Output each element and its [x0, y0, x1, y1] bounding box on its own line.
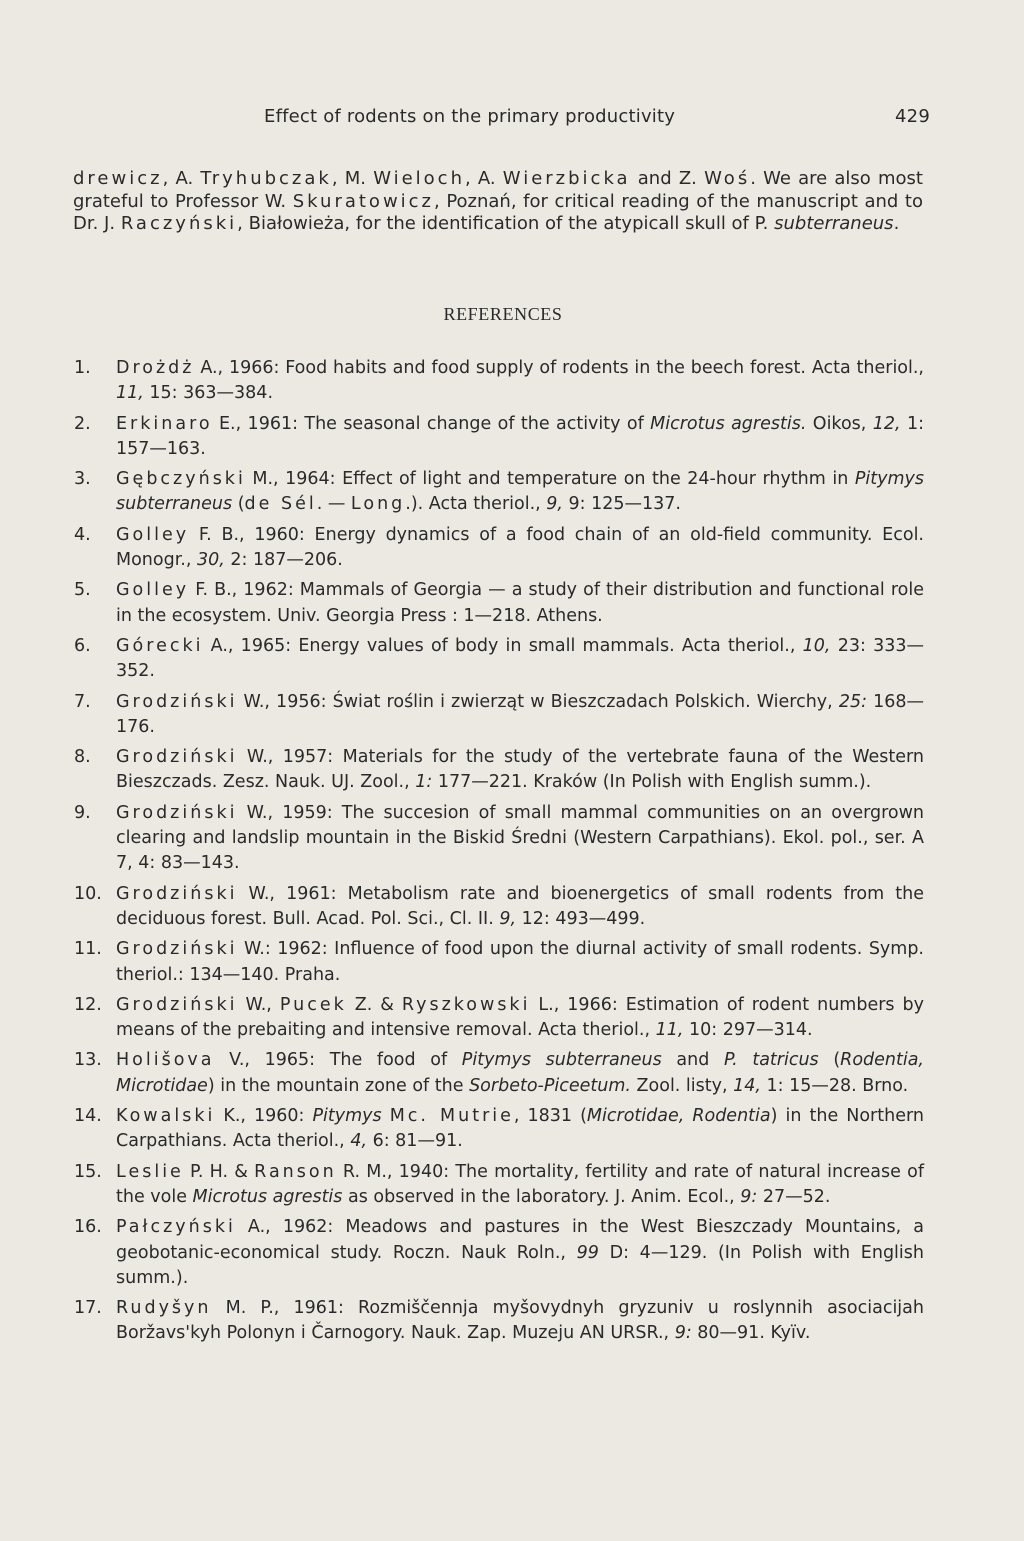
text-run: , 1831 (: [513, 1106, 587, 1127]
text-run: ) in the Northern Carpathians. Acta theriol.,: [116, 1106, 924, 1152]
text-run: W.,: [237, 994, 280, 1015]
reference-item: [74, 801, 924, 877]
text-run: W., 1957: Materials for the study of the vertebrate fauna of the Western Bieszczads. Zesz. Nauk. UJ. Zool.,: [116, 747, 924, 793]
reference-number: 17.: [74, 1298, 102, 1319]
text-run: , Poznań, for critical reading of the manuscript and to Dr. J.: [73, 190, 923, 234]
spaced-name: Raczyński: [120, 213, 238, 234]
reference-number: 4.: [74, 524, 91, 545]
text-run: and: [661, 1050, 724, 1071]
reference-number: 6.: [74, 635, 91, 656]
text-run: V., 1965: The food of: [214, 1050, 462, 1071]
reference-item: [74, 578, 924, 629]
text-run: Zool. listy,: [630, 1075, 734, 1096]
spaced-name: Skuratowicz: [292, 190, 435, 212]
reference-text: [116, 1298, 924, 1343]
reference-number: 9.: [74, 802, 91, 823]
spaced-name: Kowalski: [116, 1106, 216, 1127]
text-run: , M.: [331, 168, 374, 189]
italic-text: Pitymys subterraneus: [116, 469, 924, 515]
text-run: as observed in the laboratory. J. Anim. Ecol.,: [342, 1186, 741, 1207]
text-run: . —: [316, 494, 351, 515]
spaced-name: Grodziński: [116, 691, 238, 712]
references-list: [74, 356, 924, 1352]
spaced-name: Grodziński: [116, 939, 238, 960]
spaced-name: Górecki: [116, 635, 204, 656]
reference-text: [116, 469, 924, 514]
reference-text: [116, 1217, 924, 1288]
text-run: M. P., 1961: Rozmiščennja myšovydnyh gryzuniv u roslynnih asociacijah Boržavs'kyh Polonyn i Čarnogory. Nauk. Zap. Muzeju AN URSR.,: [116, 1298, 924, 1344]
italic-text: 4,: [350, 1131, 368, 1152]
text-run: 6: 81—91.: [367, 1131, 463, 1152]
reference-text: [116, 692, 924, 737]
spaced-name: Erkinaro: [116, 413, 213, 434]
text-run: 168—176.: [116, 691, 924, 737]
reference-number: 5.: [74, 580, 91, 601]
reference-number: 3.: [74, 469, 91, 490]
text-run: R. M., 1940: The mortality, fertility and rate of natural increase of the vole: [116, 1161, 924, 1207]
italic-text: Sorbeto-Piceetum.: [469, 1075, 631, 1096]
spaced-name: Rudyšyn: [116, 1298, 212, 1319]
italic-text: Microtidae, Rodentia: [586, 1106, 771, 1127]
italic-text: 99: [576, 1242, 599, 1263]
reference-text: [116, 525, 924, 570]
reference-item: [74, 1048, 924, 1099]
reference-number: 11.: [74, 939, 102, 960]
reference-number: 14.: [74, 1106, 102, 1127]
italic-text: 11,: [116, 383, 144, 404]
text-run: Z. &: [346, 994, 402, 1015]
spaced-name: Pałczyński: [116, 1217, 236, 1238]
text-run: K., 1960:: [215, 1106, 313, 1127]
italic-text: 14,: [733, 1075, 761, 1096]
reference-item: [74, 412, 924, 463]
spaced-name: Woś: [704, 168, 751, 189]
text-run: [382, 1106, 390, 1126]
references-heading: REFERENCES: [443, 304, 563, 324]
italic-text: 9:: [740, 1186, 758, 1207]
text-run: 12: 493—499.: [516, 908, 646, 929]
reference-item: [74, 690, 924, 741]
italic-text: Pitymys: [312, 1106, 382, 1127]
italic-text: 12,: [872, 413, 901, 434]
italic-text: 11,: [655, 1020, 684, 1041]
text-run: W., 1956: Świat roślin i zwierząt w Bieszczadach Polskich. Wierchy,: [237, 691, 839, 712]
reference-number: 12.: [74, 994, 102, 1015]
spaced-name: Grodziński: [116, 883, 238, 904]
text-run: , Białowieża, for the identification of the atypicall skull of P.: [237, 213, 775, 234]
reference-number: 16.: [74, 1217, 102, 1238]
text-run: A., 1966: Food habits and food supply of rodents in the beech forest. Acta theriol.,: [194, 358, 924, 378]
reference-text: [116, 636, 924, 681]
text-run: W., 1959: The succesion of small mammal communities on an overgrown clearing and landslip mountain in the Biskid Średni (Western Carpathians). Ekol. pol., ser. A 7, 4: 83—143.: [116, 802, 924, 874]
reference-item: [74, 634, 924, 685]
reference-text: [116, 803, 924, 874]
text-run: 23: 333—352.: [116, 635, 924, 682]
reference-text: [116, 939, 924, 984]
reference-text: [116, 1050, 924, 1095]
spaced-name: Long: [350, 494, 406, 515]
spaced-name: Leslie: [116, 1161, 184, 1182]
spaced-name: Ranson: [254, 1161, 337, 1182]
reference-item: [74, 937, 924, 988]
spaced-name: Golley: [116, 580, 190, 601]
text-run: 27—52.: [757, 1186, 831, 1207]
spaced-name: Mc. Mutrie: [389, 1106, 514, 1127]
reference-text: [116, 995, 924, 1040]
reference-number: 8.: [74, 747, 91, 768]
spaced-name: drewicz: [73, 168, 163, 189]
italic-text: subterraneus: [774, 213, 894, 234]
reference-number: 10.: [74, 883, 102, 904]
spaced-name: Holišova: [116, 1050, 215, 1071]
text-run: 1: 15—28. Brno.: [760, 1075, 909, 1096]
reference-text: [116, 1106, 924, 1151]
text-run: .: [893, 213, 900, 234]
spaced-name: Gębczyński: [116, 469, 246, 490]
italic-text: 9:: [674, 1323, 692, 1344]
text-run: Oikos,: [806, 413, 873, 434]
spaced-name: Golley: [116, 524, 190, 545]
text-run: 2: 187—206.: [224, 550, 343, 571]
italic-text: 9,: [546, 494, 563, 515]
text-run: . We are also most grateful to Professor W.: [73, 168, 923, 212]
text-run: , A.: [464, 168, 503, 189]
italic-text: 10,: [802, 635, 831, 656]
reference-number: 13.: [74, 1050, 102, 1071]
text-run: .). Acta theriol.,: [405, 494, 547, 515]
reference-item: [74, 1160, 924, 1211]
text-run: D: 4—129. (In Polish with English summ.).: [116, 1242, 924, 1288]
italic-text: Microtus agrestis: [192, 1186, 343, 1207]
text-run: F. B., 1960: Energy dynamics of a food chain of an old-field community. Ecol. Monogr.,: [116, 524, 924, 571]
spaced-name: Drożdż: [116, 358, 195, 378]
spaced-name: Grodziński: [116, 802, 238, 823]
italic-text: Microtus agrestis.: [650, 413, 807, 434]
italic-text: 30,: [197, 550, 225, 571]
reference-text: [116, 1162, 924, 1207]
text-run: 9: 125—137.: [562, 494, 681, 515]
reference-item: [74, 356, 924, 407]
reference-item: [74, 523, 924, 574]
reference-number: 7.: [74, 691, 91, 712]
italic-text: Pitymys subterraneus: [461, 1050, 662, 1071]
acknowledgements-text: [73, 168, 923, 236]
reference-item: [74, 467, 924, 518]
text-run: A., 1962: Meadows and pastures in the West Bieszczady Mountains, a geobotanic-economical study. Roczn. Nauk Roln.,: [116, 1217, 924, 1263]
running-title: Effect of rodents on the primary productivity: [264, 106, 676, 127]
reference-number: 15.: [74, 1161, 102, 1182]
text-run: (: [818, 1050, 841, 1071]
text-run: ) in the mountain zone of the: [207, 1075, 470, 1096]
text-run: 1: 157—163.: [116, 413, 924, 459]
text-run: W.: 1962: Influence of food upon the diurnal activity of small rodents. Symp. theriol.: 134—140. Praha.: [116, 939, 924, 985]
reference-item: [74, 882, 924, 933]
text-run: (: [232, 494, 245, 515]
text-run: 10: 297—314.: [683, 1020, 813, 1041]
page-number: 429: [895, 106, 930, 127]
spaced-name: Wierzbicka: [502, 168, 631, 189]
spaced-name: Wieloch: [373, 168, 465, 189]
reference-item: [74, 1296, 924, 1347]
reference-number: 1.: [74, 358, 91, 378]
reference-text: [116, 747, 924, 792]
italic-text: 9,: [499, 908, 517, 929]
spaced-name: Ryszkowski: [401, 994, 531, 1015]
reference-text: [116, 414, 924, 459]
text-run: and Z.: [630, 168, 705, 189]
spaced-name: Grodziński: [116, 994, 238, 1015]
text-run: W., 1961: Metabolism rate and bioenergetics of small rodents from the deciduous forest. Bull. Acad. Pol. Sci., Cl. II.: [116, 883, 924, 929]
reference-number: 2.: [74, 413, 91, 434]
spaced-name: de Sél: [244, 494, 317, 515]
reference-item: [74, 1104, 924, 1155]
italic-text: P. tatricus: [723, 1050, 819, 1071]
reference-text: [116, 884, 924, 929]
text-run: 177—221. Kraków (In Polish with English summ.).: [432, 772, 872, 793]
text-run: A., 1965: Energy values of body in small mammals. Acta theriol.,: [203, 635, 803, 656]
text-run: L., 1966: Estimation of rodent numbers by means of the prebaiting and intensive removal. Acta theriol.,: [116, 994, 924, 1041]
text-run: , A.: [162, 168, 201, 189]
text-run: P. H. &: [183, 1161, 255, 1182]
acknowledgements-paragraph: [73, 168, 923, 236]
reference-text: [116, 358, 924, 403]
text-run: 15: 363—384.: [143, 383, 274, 404]
reference-item: [74, 745, 924, 796]
reference-item: [74, 1215, 924, 1291]
text-run: M., 1964: Effect of light and temperature on the 24-hour rhythm in: [245, 469, 855, 490]
running-head: [200, 106, 930, 127]
text-run: 80—91. Kyïv.: [691, 1323, 811, 1344]
italic-text: 1:: [415, 772, 433, 793]
reference-item: [74, 993, 924, 1044]
spaced-name: Pucek: [279, 994, 347, 1015]
text-run: F. B., 1962: Mammals of Georgia — a study of their distribution and functional role in the ecosystem. Univ. Georgia Press : 1—218. Athens.: [116, 580, 924, 626]
italic-text: Rodentia, Microtidae: [116, 1050, 924, 1096]
spaced-name: Grodziński: [116, 747, 238, 768]
spaced-name: Tryhubczak: [200, 168, 332, 189]
reference-text: [116, 580, 924, 625]
italic-text: 25:: [838, 691, 867, 712]
text-run: E., 1961: The seasonal change of the activity of: [212, 413, 651, 434]
